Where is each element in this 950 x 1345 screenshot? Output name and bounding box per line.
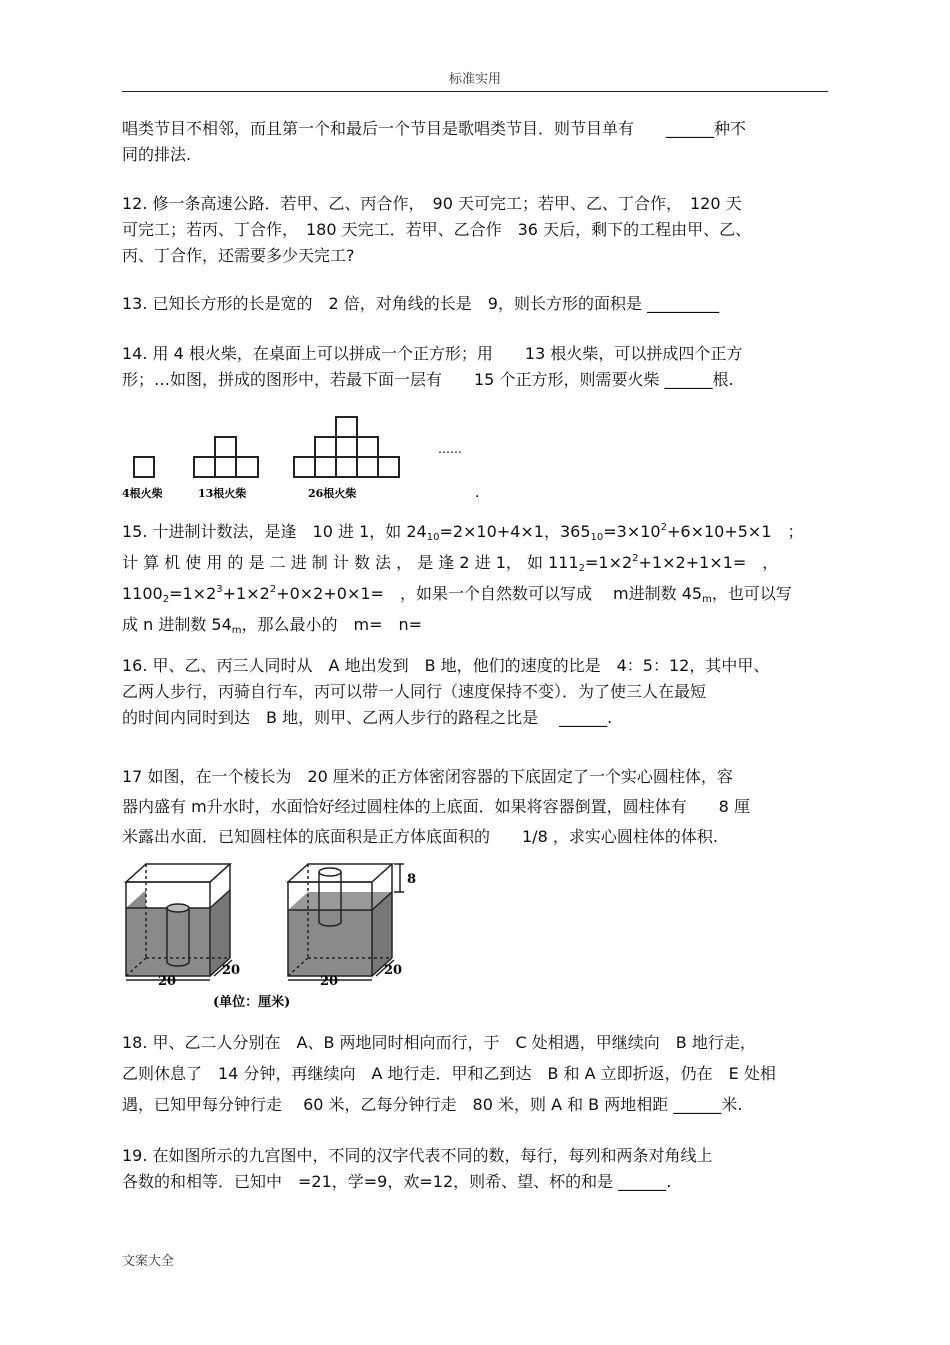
text-line: 米露出水面．已知圆柱体的底面积是正方体底面积的 1/8 ，求实心圆柱体的体积. [122,827,718,846]
subscript: 10 [426,532,440,543]
text-span: +6×10+5×1 ； [666,522,804,541]
text-line: 同的排法. [122,145,192,164]
subscript: m [231,625,242,636]
text-span: =1×2 [585,553,633,572]
text-line: 19. 在如图所示的九宫图中，不同的汉字代表不同的数，每行，每列和两条对角线上 [122,1146,713,1165]
text-line: 16. 甲、乙、丙三人同时从 A 地出发到 B 地，他们的速度的比是 4：5：12，其中甲、 [122,656,770,675]
text-line: 遇，已知甲每分钟行走 60 米，乙每分钟行走 80 米，则 A 和 B 两地相距 ______米. [122,1095,743,1114]
text-line: 17 如图，在一个棱长为 20 厘米的正方体密闭容器的下底固定了一个实心圆柱体，容 [122,767,733,786]
text-line: 器内盛有 m升水时，水面恰好经过圆柱体的上底面．如果将容器倒置，圆柱体有 8 厘 [122,797,750,816]
question-18 [122,1027,830,1120]
cube-container-figure [118,858,418,1013]
dimension-label: 8 [407,872,417,887]
unit-label: (单位：厘米) [213,995,291,1010]
question-15 [122,518,830,642]
dimension-label: 20 [222,963,241,978]
subscript: m [702,594,712,605]
page-header: 标准实用 [448,72,501,87]
dimension-label: 20 [158,974,177,989]
superscript: 2 [269,584,277,595]
text-line [122,549,830,580]
superscript: 2 [660,522,667,533]
header-rule [122,91,828,92]
text-span: =3×10 [603,522,661,541]
question-13 [122,291,830,317]
text-line: 形；…如图，拼成的图形中，若最下面一层有 15 个正方形，则需要火柴 ______根. [122,370,734,389]
subscript: 10 [590,532,604,543]
text-line: 的时间内同时到达 B 地，则甲、乙两人步行的路程之比是 ______. [122,708,613,727]
text-span: ，也可以写 [711,584,792,603]
question-16 [122,653,830,731]
superscript: 2 [632,553,639,564]
question-12 [122,191,830,269]
subscript: 2 [162,594,170,605]
text-span: 15. 十进制计数法，是逢 10 进 1，如 24 [122,522,427,541]
text-span: =1×2 [169,584,217,603]
text-line: 可完工；若丙、丁合作， 180 天完工．若甲、乙合作 36 天后，剩下的工程由甲、乙、 [122,220,752,239]
text-line: 唱类节目不相邻，而且第一个和最后一个节目是歌唱类节目．则节目单有 ______种不 [122,119,747,138]
matchstick-figure [118,405,498,505]
dimension-label: 20 [384,963,403,978]
text-line: 丙、丁合作，还需要多少天完工? [122,246,355,265]
text-line: 13. 已知长方形的长是宽的 2 倍，对角线的长是 9，则长方形的面积是 _________ [122,294,720,313]
text-line [122,611,830,642]
text-span: =2×10+4×1，365 [439,522,591,541]
figure-ellipsis: …… [438,442,462,456]
text-line [122,580,830,611]
text-span: 1100 [122,584,163,603]
question-14 [122,341,830,393]
figure-period: . [475,485,480,501]
question-17 [122,762,830,852]
figure-label: 4根火柴 [122,487,163,500]
text-span: 成 n 进制数 54 [122,615,232,634]
text-line: 12. 修一条高速公路．若甲、乙、丙合作， 90 天可完工；若甲、乙、丁合作， 120 天 [122,194,742,213]
text-span: 计 算 机 使 用 的 是 二 进 制 计 数 法 ， 是 逢 2 进 1， 如 111 [122,553,579,572]
question-19 [122,1143,830,1195]
dimension-label: 20 [320,974,339,989]
text-span: +1×2+1×1= ， [638,553,779,572]
text-line: 乙两人步行，丙骑自行车，丙可以带一人同行（速度保持不变）．为了使三人在最短 [122,682,707,701]
text-line [122,518,830,549]
superscript: 3 [216,584,223,595]
figure-label: 13根火柴 [198,487,247,500]
text-line: 18. 甲、乙二人分别在 A、B 两地同时相向而行，于 C 处相遇，甲继续向 B 地行走， [122,1033,756,1052]
figure-label: 26根火柴 [308,487,357,500]
subscript: 2 [578,563,585,574]
text-span: ，那么最小的 m= n= [241,615,423,634]
question-11 [122,116,830,168]
text-span: +1×2 [222,584,270,603]
text-line: 14. 用 4 根火柴，在桌面上可以拼成一个正方形；用 13 根火柴，可以拼成四个正方 [122,344,743,363]
text-span: +0×2+0×1= ，如果一个自然数可以写成 m进制数 45 [276,584,703,603]
page-footer: 文案大全 [122,1254,175,1269]
text-line: 各数的和相等．已知中 =21，学=9，欢=12，则希、望、杯的和是 ______. [122,1172,672,1191]
text-line: 乙则休息了 14 分钟，再继续向 A 地行走．甲和乙到达 B 和 A 立即折返，仍在 E 处相 [122,1064,776,1083]
